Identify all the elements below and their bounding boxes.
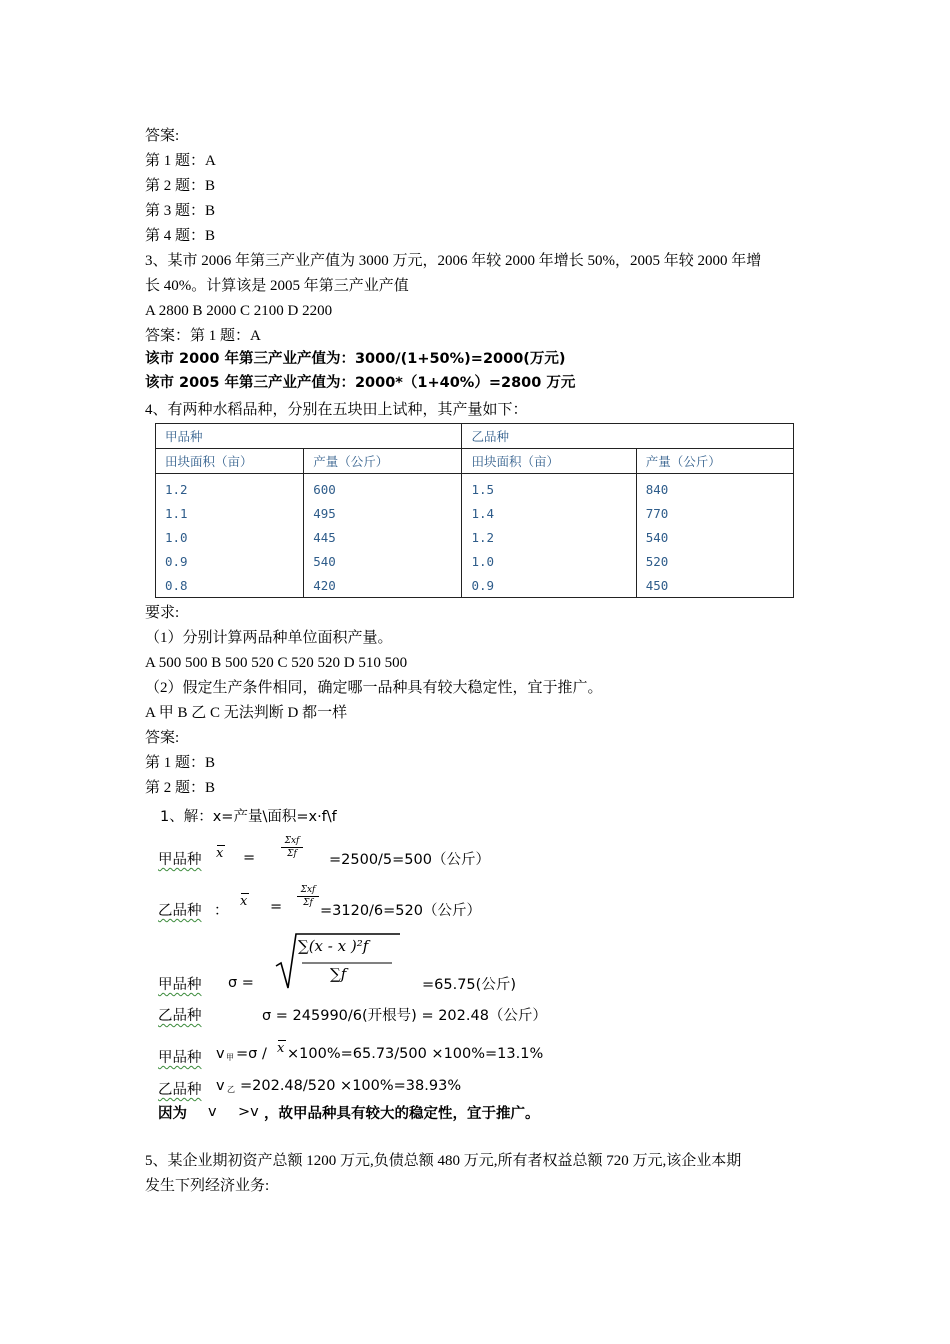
- table-cell: 0.8: [156, 573, 304, 598]
- table-cell: 1.0: [462, 549, 636, 573]
- label-jia: 甲品种: [158, 852, 202, 868]
- v-formula: =σ /: [236, 1046, 267, 1062]
- x-bar-symbol: x: [240, 894, 248, 909]
- question4-sub-2: （2）假定生产条件相同，确定哪一品种具有较大稳定性，宜于推广。: [145, 680, 603, 696]
- answer-item: 第 1 题：B: [145, 755, 216, 771]
- table-cell: 1.1: [156, 501, 304, 525]
- question3-options: A 2800 B 2000 C 2100 D 2200: [145, 303, 333, 319]
- answer-item: 第 4 题：B: [145, 228, 216, 244]
- label-jia: 甲品种: [158, 1050, 202, 1066]
- table-row: [156, 474, 794, 502]
- v-subscript: 乙: [227, 1085, 235, 1094]
- label-jia: 甲品种: [158, 977, 202, 993]
- table-cell: 520: [636, 549, 793, 573]
- table-cell: 1.4: [462, 501, 636, 525]
- because-label: 因为: [158, 1106, 187, 1122]
- question3-text: 3、某市 2006 年第三产业产值为 3000 万元，2006 年较 2000 年增长 50%，2005 年较 2000 年增: [145, 253, 762, 269]
- sigma-denominator: ∑f: [330, 965, 347, 983]
- answer-item: 第 1 题：A: [145, 153, 216, 169]
- x-bar-symbol: x: [277, 1041, 285, 1056]
- table-cell: 1.2: [462, 525, 636, 549]
- table-cell: 0.9: [462, 573, 636, 598]
- fraction-numerator: Σxf: [284, 836, 300, 846]
- col-header: 田块面积（亩）: [156, 449, 304, 474]
- fraction-denominator: Σf: [303, 898, 313, 908]
- table-cell: 450: [636, 573, 793, 598]
- question3-calc-1: 该市 2000 年第三产业产值为：3000/(1+50%)=2000(万元): [145, 351, 566, 367]
- label-yi: 乙品种: [158, 1082, 202, 1098]
- sigma-jia-result: =65.75(公斤): [422, 977, 516, 993]
- table-cell: 540: [304, 549, 462, 573]
- question5-text: 5、某企业期初资产总额 1200 万元,负债总额 480 万元,所有者权益总额 720 万元,该企业本期: [145, 1153, 742, 1169]
- sigma-symbol: σ =: [228, 975, 254, 991]
- table-cell: 420: [304, 573, 462, 598]
- fraction-numerator: Σxf: [300, 885, 316, 895]
- table-cell: 1.2: [156, 474, 304, 502]
- fraction-denominator: Σf: [287, 849, 297, 859]
- answer-item: 第 2 题：B: [145, 780, 216, 796]
- mean-yi-result: =3120/6=520（公斤）: [320, 903, 481, 919]
- fraction-sum-xf-over-sum-f: [281, 836, 303, 859]
- table-row: [156, 549, 794, 573]
- question4-text: 4、有两种水稻品种，分别在五块田上试种，其产量如下：: [145, 402, 528, 418]
- question3-answer: 答案：第 1 题：A: [145, 328, 261, 344]
- group-header-jia: 甲品种: [156, 424, 462, 449]
- col-header: 产量（公斤）: [636, 449, 793, 474]
- fraction-bar: [297, 896, 319, 897]
- sigma-numerator: ∑(x - x )²f: [298, 937, 369, 955]
- greater-than: >v: [238, 1104, 259, 1120]
- answer-item: 第 2 题：B: [145, 178, 216, 194]
- group-header-yi: 乙品种: [462, 424, 794, 449]
- v-symbol: v: [208, 1104, 217, 1120]
- v-jia-result: ×100%=65.73/500 ×100%=13.1%: [287, 1046, 544, 1062]
- table-cell: 840: [636, 474, 793, 502]
- table-cell: 495: [304, 501, 462, 525]
- v-symbol: v: [216, 1078, 225, 1094]
- question4-sub-1: （1）分别计算两品种单位面积产量。: [145, 630, 393, 646]
- table-cell: 1.0: [156, 525, 304, 549]
- label-yi: 乙品种: [158, 1008, 202, 1024]
- equals-sign: =: [270, 899, 283, 915]
- equals-sign: =: [243, 850, 256, 866]
- answers-heading: 答案:: [145, 730, 180, 746]
- solution-formula: 1、解：x=产量\面积=x·f\f: [160, 809, 337, 825]
- table-row: [156, 525, 794, 549]
- col-header: 产量（公斤）: [304, 449, 462, 474]
- conclusion-text: ，故甲品种具有较大的稳定性，宜于推广。: [264, 1106, 540, 1122]
- v-yi-result: =202.48/520 ×100%=38.93%: [240, 1078, 462, 1094]
- label-yi: 乙品种: [158, 903, 202, 919]
- answer-item: 第 3 题：B: [145, 203, 216, 219]
- question5-text-cont: 发生下列经济业务:: [145, 1178, 270, 1194]
- answers-heading: 答案:: [145, 128, 180, 144]
- v-symbol: v: [216, 1046, 225, 1062]
- rice-yield-table: [155, 423, 794, 598]
- x-bar-symbol: x: [216, 846, 224, 861]
- table-row: [156, 573, 794, 598]
- question3-calc-2: 该市 2005 年第三产业产值为：2000*（1+40%）=2800 万元: [145, 375, 576, 391]
- table-row: [156, 501, 794, 525]
- requirements-heading: 要求:: [145, 605, 180, 621]
- table-cell: 445: [304, 525, 462, 549]
- question4-sub-1-options: A 500 500 B 500 520 C 520 520 D 510 500: [145, 655, 408, 671]
- mean-jia-result: =2500/5=500（公斤）: [329, 852, 490, 868]
- colon: ：: [214, 903, 229, 919]
- question4-sub-2-options: A 甲 B 乙 C 无法判断 D 都一样: [145, 705, 348, 721]
- sigma-yi-result: σ = 245990/6(开根号) = 202.48（公斤）: [262, 1008, 547, 1024]
- table-cell: 600: [304, 474, 462, 502]
- col-header: 田块面积（亩）: [462, 449, 636, 474]
- table-cell: 540: [636, 525, 793, 549]
- question3-text-cont: 长 40%。计算该是 2005 年第三产业产值: [145, 278, 409, 294]
- fraction-sum-xf-over-sum-f: [297, 885, 319, 908]
- fraction-bar: [281, 847, 303, 848]
- table-cell: 0.9: [156, 549, 304, 573]
- v-subscript: 甲: [226, 1053, 234, 1062]
- table-cell: 770: [636, 501, 793, 525]
- table-cell: 1.5: [462, 474, 636, 502]
